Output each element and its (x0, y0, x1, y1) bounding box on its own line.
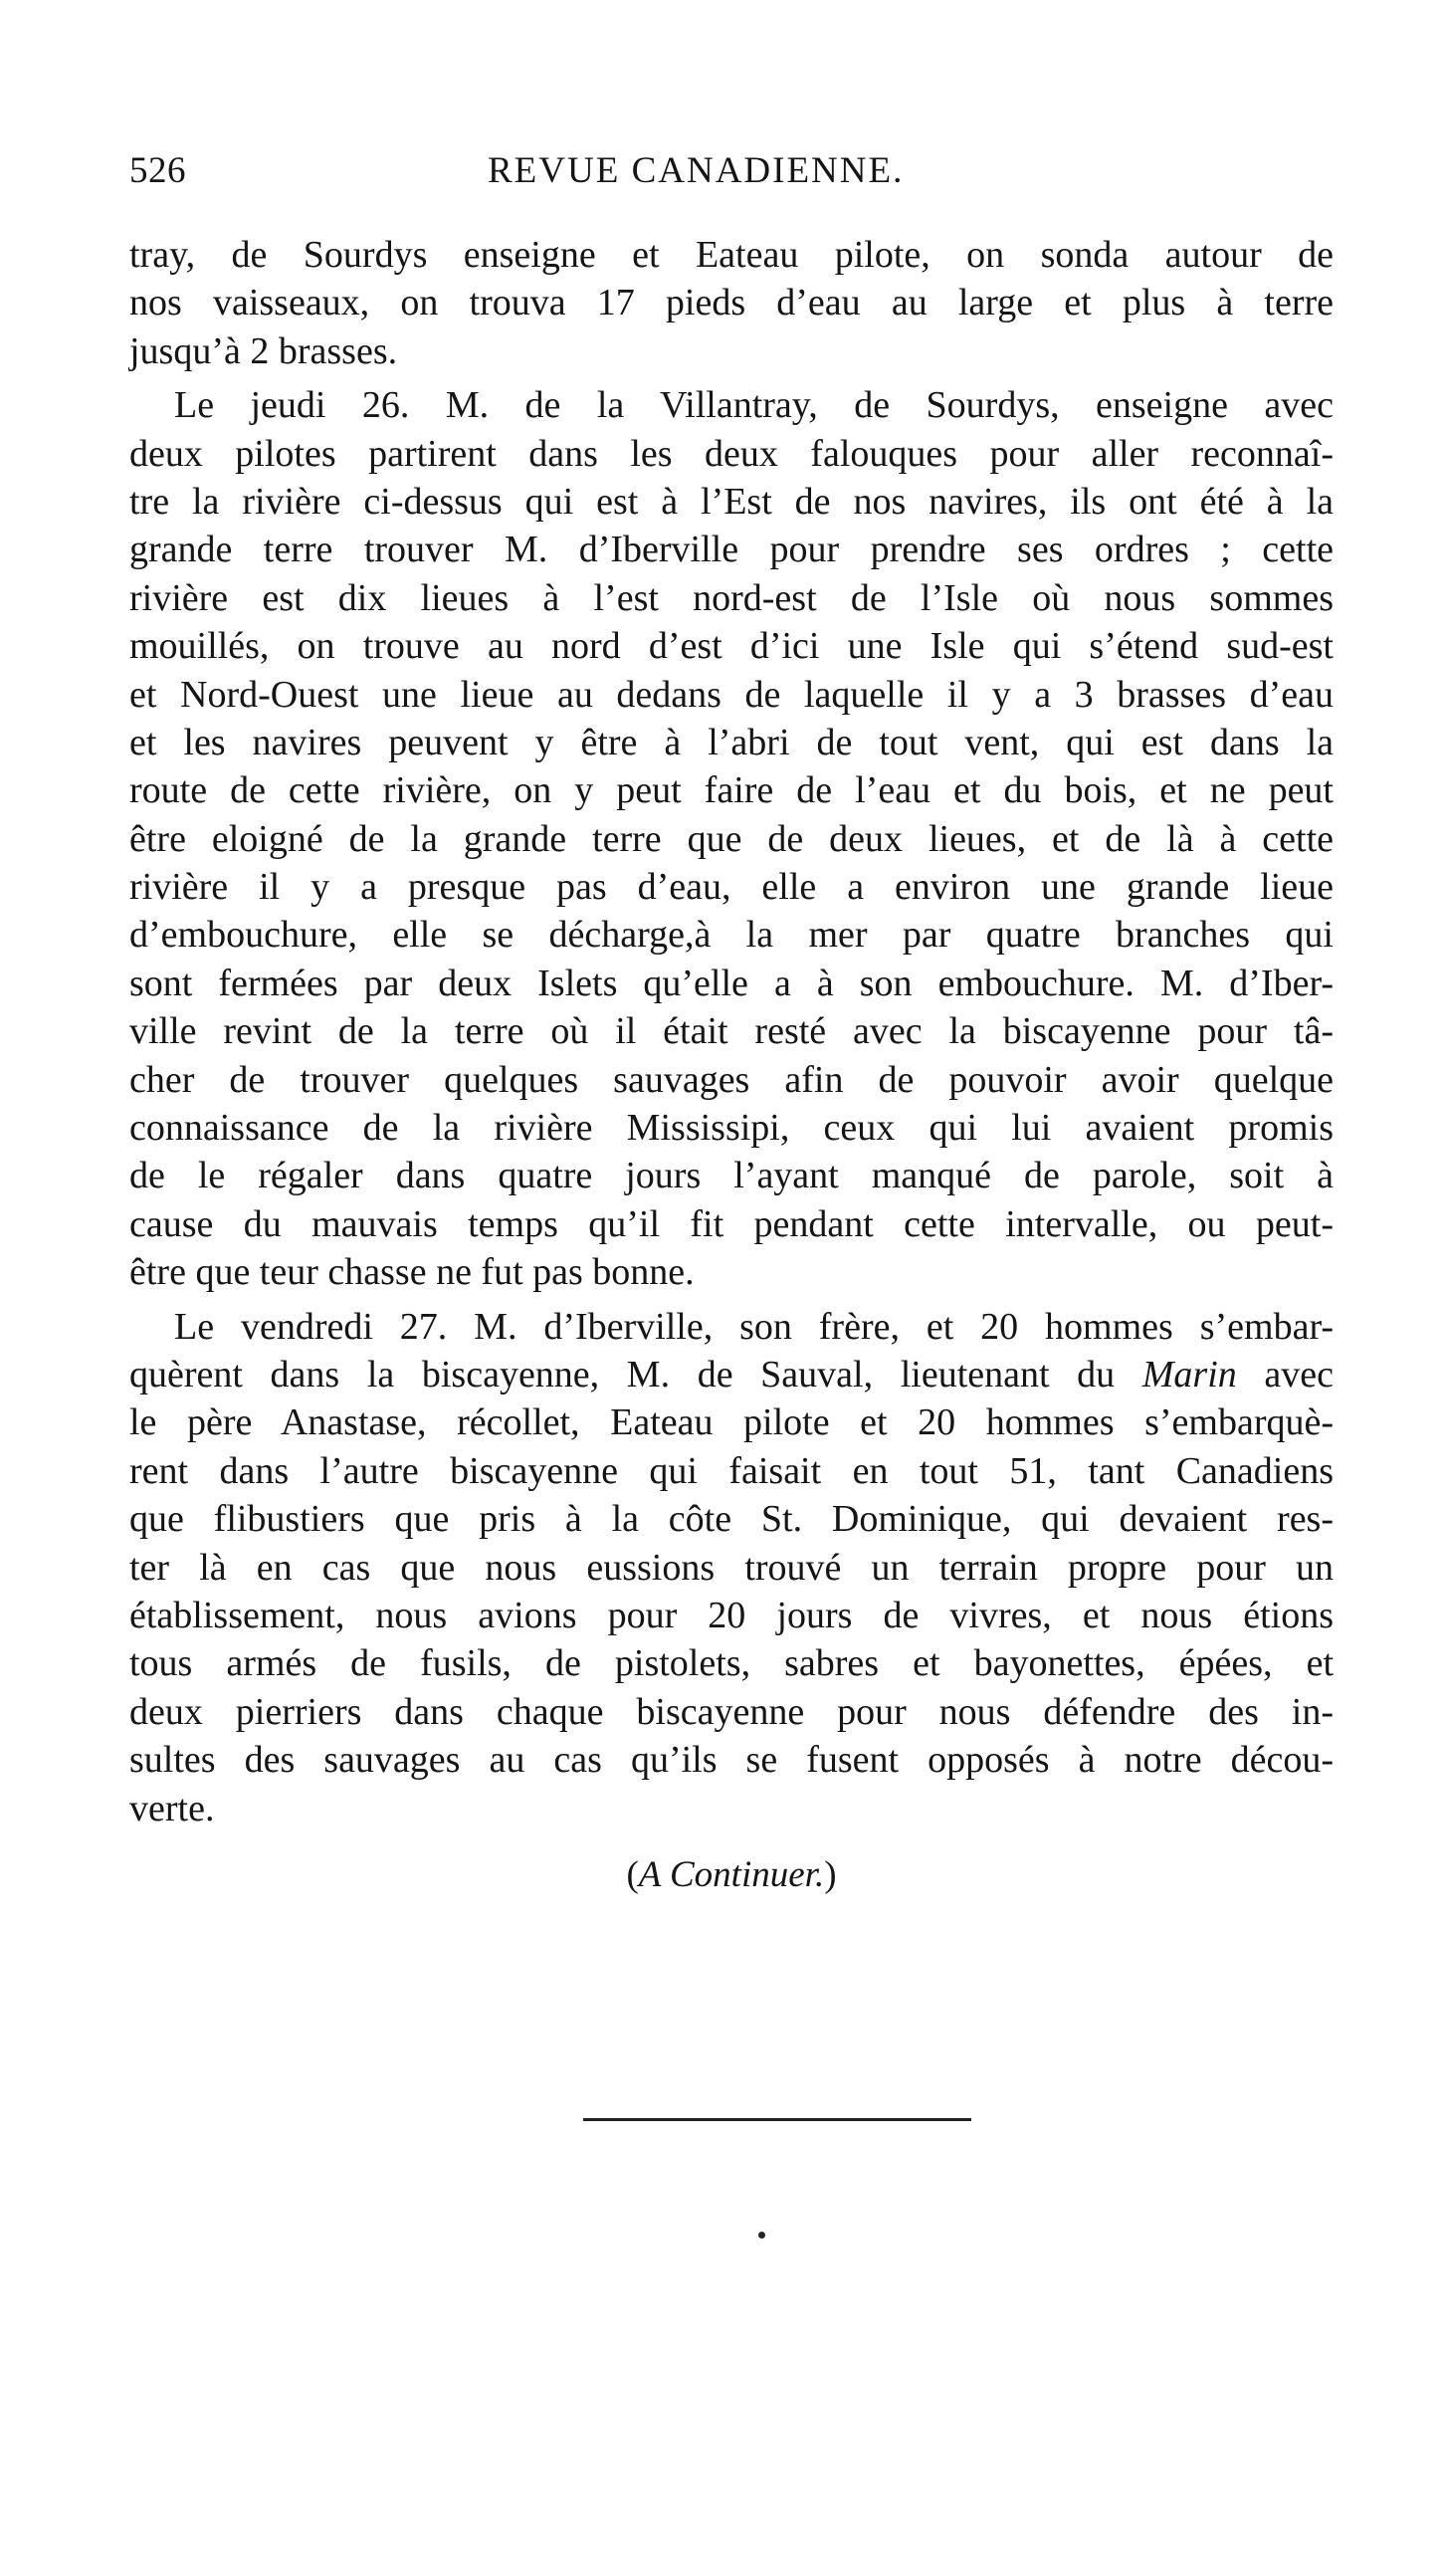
text-line: rivière il y a presque pas d’eau, elle a environ une grande lieue (129, 866, 1334, 909)
text-line: ter là en cas que nous eussions trouvé un terrain propre pour un (129, 1546, 1334, 1589)
text-line: de le régaler dans quatre jours l’ayant manqué de parole, soit à (129, 1155, 1334, 1197)
text-line: rivière est dix lieues à l’est nord-est de l’Isle où nous sommes (129, 576, 1334, 619)
text-line: d’embouchure, elle se décharge,à la mer par quatre branches qui (129, 914, 1334, 957)
continuation-note (129, 1853, 1334, 1896)
text-line: établissement, nous avions pour 20 jours de vivres, et nous étions (129, 1594, 1334, 1636)
close-paren: ) (824, 1854, 837, 1895)
text-line-with-italic (129, 1351, 1334, 1398)
page-header (129, 149, 1334, 209)
text-line: être que teur chasse ne fut pas bonne. (129, 1251, 695, 1294)
text-line: connaissance de la rivière Mississipi, ceux qui lui avaient promis (129, 1107, 1334, 1150)
paragraph-2 (129, 381, 1334, 1296)
paragraph-3 (129, 1303, 1334, 1832)
text-line: rent dans l’autre biscayenne qui faisait en tout 51, tant Canadiens (129, 1449, 1334, 1492)
text-line: grande terre trouver M. d’Iberville pour prendre ses ordres ; cette (129, 529, 1334, 571)
continuation-text: A Continuer. (638, 1854, 825, 1895)
text-line: deux pilotes partirent dans les deux falouques pour aller reconnaî- (129, 432, 1334, 475)
body-text (129, 231, 1334, 1832)
ship-name-italic: Marin (1141, 1353, 1237, 1395)
text-fragment: avec (1236, 1353, 1334, 1395)
text-line: que flibustiers que pris à la côte St. Dominique, qui devaient res- (129, 1498, 1334, 1541)
text-line: route de cette rivière, on y peut faire de l’eau et du bois, et ne peut (129, 769, 1334, 812)
text-line: et les navires peuvent y être à l’abri de tout vent, qui est dans la (129, 721, 1334, 763)
text-line: le père Anastase, récollet, Eateau pilote et 20 hommes s’embarquè- (129, 1401, 1334, 1444)
text-line: deux pierriers dans chaque biscayenne pour nous défendre des in- (129, 1690, 1334, 1733)
text-line: Le jeudi 26. M. de la Villantray, de Sourdys, enseigne avec (174, 384, 1334, 427)
text-line: tre la rivière ci-dessus qui est à l’Est de nos navires, ils ont été à la (129, 480, 1334, 523)
text-line: tray, de Sourdys enseigne et Eateau pilote, on sonda autour de (129, 234, 1334, 276)
text-line: verte. (129, 1787, 215, 1829)
open-paren: ( (626, 1854, 639, 1895)
paragraph-1 (129, 231, 1334, 375)
text-line: mouillés, on trouve au nord d’est d’ici une Isle qui s’étend sud-est (129, 625, 1334, 668)
text-line: sont fermées par deux Islets qu’elle a à son embouchure. M. d’Iber- (129, 962, 1334, 1004)
page-number: 526 (129, 150, 186, 191)
text-line: cause du mauvais temps qu’il fit pendant cette intervalle, ou peut- (129, 1202, 1334, 1245)
section-rule (583, 2118, 971, 2121)
text-line: jusqu’à 2 brasses. (129, 329, 398, 372)
text-line: cher de trouver quelques sauvages afin de pouvoir avoir quelque (129, 1058, 1334, 1101)
text-line: ville revint de la terre où il était resté avec la biscayenne pour tâ- (129, 1010, 1334, 1053)
text-line: sultes des sauvages au cas qu’ils se fusent opposés à notre décou- (129, 1739, 1334, 1782)
ornament-dot (758, 2232, 765, 2239)
text-line: être eloigné de la grande terre que de deux lieues, et de là à cette (129, 817, 1334, 860)
text-line: tous armés de fusils, de pistolets, sabres et bayonettes, épées, et (129, 1642, 1334, 1685)
text-line: et Nord-Ouest une lieue au dedans de laquelle il y a 3 brasses d’eau (129, 673, 1334, 716)
text-line: Le vendredi 27. M. d’Iberville, son frère, et 20 hommes s’embar- (174, 1305, 1334, 1348)
text-line: nos vaisseaux, on trouva 17 pieds d’eau au large et plus à terre (129, 282, 1334, 324)
text-fragment: quèrent dans la biscayenne, M. de Sauval, lieutenant du (129, 1353, 1142, 1395)
running-title: REVUE CANADIENNE. (488, 150, 905, 191)
